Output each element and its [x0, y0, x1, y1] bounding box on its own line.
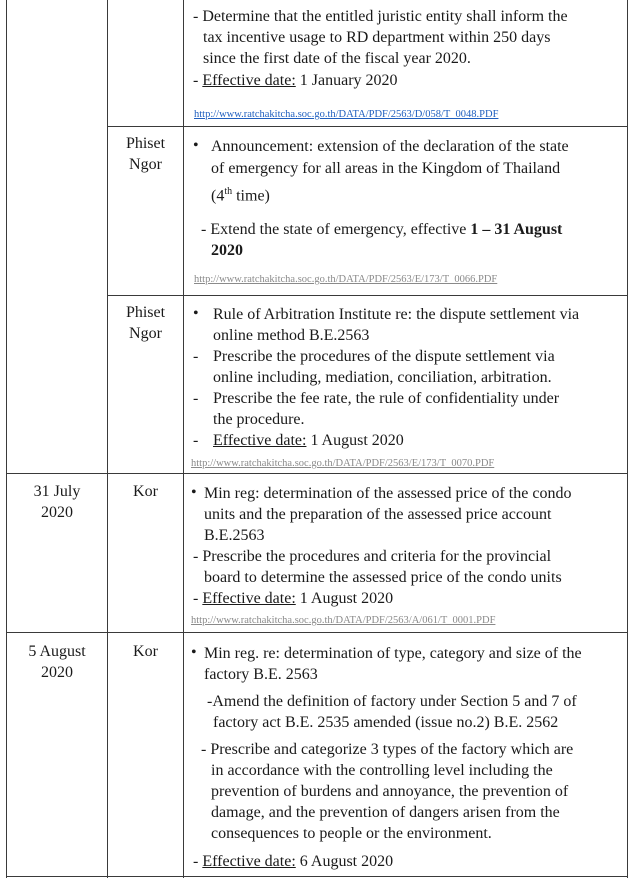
- effective-date-value: 6 August 2020: [295, 853, 394, 870]
- effective-date-label: Effective date:: [202, 590, 296, 607]
- table-border-bottom: [6, 876, 628, 877]
- detail-line: prevention of burdens and annoyance, the prevention of: [211, 783, 569, 800]
- date-cell: [7, 641, 107, 683]
- effective-date-value: 1 January 2020: [295, 72, 398, 89]
- column-divider-agency: [183, 0, 184, 878]
- detail-line: since the first date of the fiscal year 2020.: [203, 50, 471, 67]
- detail-line: consequences to people or the environment.: [211, 825, 492, 842]
- detail-line: board to determine the assessed price of the condo units: [204, 569, 562, 586]
- bullet-icon: •: [193, 305, 199, 322]
- dash: -: [193, 390, 199, 407]
- effective-date-value: 1 August 2020: [306, 432, 404, 449]
- gazette-link[interactable]: http://www.ratchakitcha.soc.go.th/DATA/PDF/2563/D/058/T_0048.PDF: [194, 109, 499, 120]
- dash: -: [193, 853, 203, 870]
- row-divider: [6, 473, 628, 474]
- agency-cell: Kor: [133, 643, 158, 660]
- detail-line: -Amend the definition of factory under Section 5 and 7 of: [207, 693, 577, 710]
- sub-bold: 1 – 31 August: [470, 221, 563, 238]
- effective-date-label: Effective date:: [213, 432, 307, 449]
- row-divider: [107, 295, 628, 296]
- agency-line: Phiset: [125, 135, 166, 152]
- detail-line: [211, 181, 270, 206]
- detail-line: Min reg. re: determination of type, category and size of the: [204, 645, 582, 662]
- date-line: 2020: [41, 504, 73, 521]
- agency-line: Ngor: [129, 156, 162, 173]
- ordinal-rest: time): [232, 187, 270, 205]
- detail-line: online including, mediation, conciliation, arbitration.: [213, 369, 552, 386]
- dash: -: [193, 348, 199, 365]
- ordinal-suffix: th: [224, 186, 233, 197]
- detail-line: Min reg: determination of the assessed price of the condo: [204, 485, 572, 502]
- detail-line: in accordance with the controlling level including the: [211, 762, 553, 779]
- agency-cell: [108, 302, 183, 344]
- detail-line: [201, 219, 562, 240]
- detail-line: Rule of Arbitration Institute re: the dispute settlement via: [213, 306, 580, 323]
- detail-line: - Prescribe and categorize 3 types of the factory which are: [201, 741, 574, 758]
- date-line: 5 August: [28, 643, 86, 660]
- detail-line: Prescribe the fee rate, the rule of confidentiality under: [213, 390, 560, 407]
- detail-line: - Prescribe the procedures and criteria for the provincial: [193, 548, 552, 565]
- detail-line: Announcement: extension of the declaration of the state: [211, 138, 569, 155]
- gazette-link[interactable]: http://www.ratchakitcha.soc.go.th/DATA/PDF/2563/E/173/T_0066.PDF: [194, 274, 498, 285]
- ordinal-number: (4: [211, 187, 225, 205]
- row-divider: [107, 126, 628, 127]
- bullet-icon: •: [191, 484, 197, 501]
- detail-line: 2020: [211, 242, 243, 259]
- table-border-right: [627, 0, 628, 878]
- agency-cell: Kor: [133, 483, 158, 500]
- effective-date-label: Effective date:: [202, 72, 296, 89]
- effective-date-value: 1 August 2020: [295, 590, 394, 607]
- dash: -: [193, 590, 203, 607]
- date-line: 31 July: [33, 483, 81, 500]
- effective-date: [193, 70, 398, 91]
- bullet-icon: •: [191, 644, 197, 661]
- detail-line: Prescribe the procedures of the dispute settlement via: [213, 348, 555, 365]
- detail-line: of emergency for all areas in the Kingdom of Thailand: [211, 160, 561, 177]
- column-divider-date: [107, 0, 108, 878]
- effective-date-label: Effective date:: [202, 853, 296, 870]
- row-divider: [6, 632, 628, 633]
- dash: -: [193, 432, 199, 449]
- detail-line: B.E.2563: [204, 527, 265, 544]
- gazette-link[interactable]: http://www.ratchakitcha.soc.go.th/DATA/PDF/2563/A/061/T_0001.PDF: [191, 615, 496, 626]
- effective-date: [213, 430, 404, 451]
- detail-line: units and the preparation of the assessed price account: [204, 506, 552, 523]
- detail-line: factory act B.E. 2535 amended (issue no.2) B.E. 2562: [213, 714, 559, 731]
- agency-line: Ngor: [129, 325, 162, 342]
- detail-line: tax incentive usage to RD department within 250 days: [203, 29, 551, 46]
- detail-line: factory B.E. 2563: [204, 666, 318, 683]
- detail-line: damage, and the prevention of dangers arisen from the: [211, 804, 560, 821]
- effective-date: [193, 851, 393, 872]
- agency-line: Phiset: [125, 304, 166, 321]
- bullet-icon: •: [193, 137, 199, 154]
- table-border-left: [6, 0, 7, 878]
- detail-line: - Determine that the entitled juristic entity shall inform the: [193, 8, 568, 25]
- date-cell: [7, 481, 107, 523]
- sub-text: - Extend the state of emergency, effective: [201, 221, 471, 238]
- gazette-link[interactable]: http://www.ratchakitcha.soc.go.th/DATA/PDF/2563/E/173/T_0070.PDF: [191, 458, 495, 469]
- detail-line: online method B.E.2563: [213, 327, 370, 344]
- effective-date: [193, 588, 393, 609]
- agency-cell: [108, 133, 183, 175]
- date-line: 2020: [41, 664, 73, 681]
- dash: -: [193, 72, 203, 89]
- detail-line: the procedure.: [213, 411, 305, 428]
